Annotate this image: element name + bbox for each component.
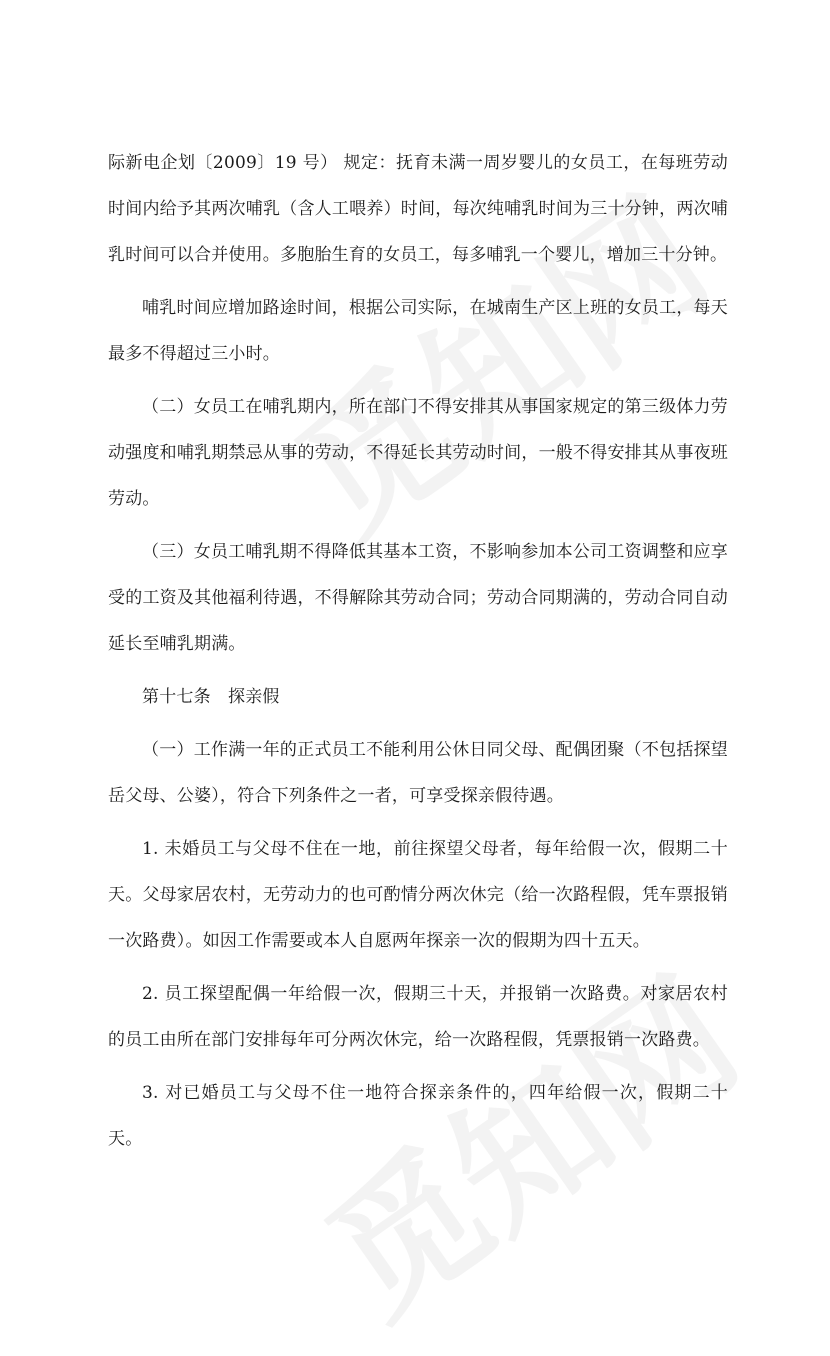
paragraph-rule-1: 1. 未婚员工与父母不住在一地，前往探望父母者，每年给假一次，假期二十天。父母家居农村，无劳动力的也可酌情分两次休完（给一次路程假，凭车票报销一次路费）。如因工作需要或本人自愿两年探亲一次的假期为四十五天。 — [108, 839, 728, 951]
paragraph-rule-3: 3. 对已婚员工与父母不住一地符合探亲条件的，四年给假一次，假期二十天。 — [108, 1083, 728, 1149]
paragraph-home-leave-intro: （一）工作满一年的正式员工不能利用公休日同父母、配偶团聚（不包括探望岳父母、公婆），符合下列条件之一者，可享受探亲假待遇。 — [108, 740, 728, 806]
document-body — [108, 140, 728, 1162]
paragraph-item-3: （三）女员工哺乳期不得降低其基本工资，不影响参加本公司工资调整和应享受的工资及其他福利待遇，不得解除其劳动合同；劳动合同期满的，劳动合同自动延长至哺乳期满。 — [108, 542, 728, 654]
article-heading: 第十七条 探亲假 — [142, 687, 280, 707]
paragraph-item-2: （二）女员工在哺乳期内，所在部门不得安排其从事国家规定的第三级体力劳动强度和哺乳期禁忌从事的劳动，不得延长其劳动时间，一般不得安排其从事夜班劳动。 — [108, 397, 728, 509]
paragraph-rule-2: 2. 员工探望配偶一年给假一次，假期三十天，并报销一次路费。对家居农村的员工由所在部门安排每年可分两次休完，给一次路程假，凭票报销一次路费。 — [108, 984, 728, 1050]
paragraph-breastfeeding-time: 际新电企划〔2009〕19 号） 规定：抚育未满一周岁婴儿的女员工，在每班劳动时间内给予其两次哺乳（含人工喂养）时间，每次纯哺乳时间为三十分钟，两次哺乳时间可以合并使用。多胞胎生育的女员工，每多哺乳一个婴儿，增加三十分钟。 — [108, 153, 728, 265]
paragraph-travel-time: 哺乳时间应增加路途时间，根据公司实际，在城南生产区上班的女员工，每天最多不得超过三小时。 — [108, 298, 728, 364]
